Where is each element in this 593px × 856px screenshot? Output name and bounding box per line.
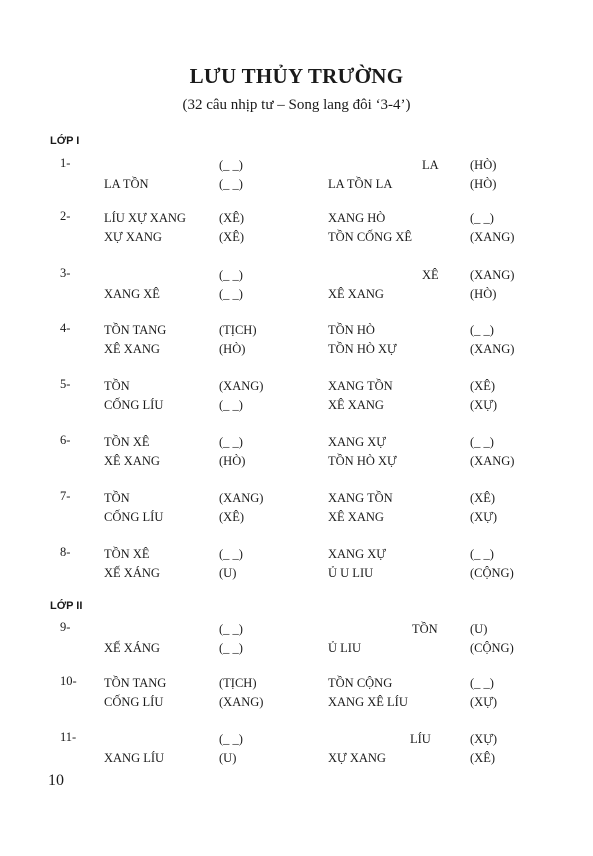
right-phrase-1: XANG HÒ: [328, 211, 386, 225]
right-phrase-2: XÊ XANG: [328, 510, 384, 524]
right-phrase-1: TỒN CỘNG: [328, 676, 393, 690]
left-phrase-2: XẾ XÁNG: [104, 566, 160, 580]
left-paren-1: (_ _): [219, 622, 243, 636]
left-phrase-2: XÊ XANG: [104, 342, 160, 356]
page-title: LƯU THỦY TRƯỜNG: [189, 64, 404, 88]
row-number: 3-: [60, 266, 71, 280]
row-number: 10-: [60, 674, 77, 688]
left-phrase-1: TỒN: [104, 379, 130, 393]
row-number: 2-: [60, 209, 71, 223]
right-paren-2: (XỰ): [470, 510, 498, 524]
right-paren-1: (XANG): [470, 268, 515, 282]
row-number: 1-: [60, 156, 71, 170]
right-paren-1: (XÊ): [470, 379, 495, 393]
left-paren-1: (_ _): [219, 158, 243, 172]
right-paren-1: (XỰ): [470, 732, 498, 746]
left-phrase-2: CỐNG LÍU: [104, 398, 164, 412]
right-phrase-2: XÊ XANG: [328, 398, 384, 412]
left-paren-1: (XANG): [219, 491, 264, 505]
left-paren-2: (_ _): [219, 398, 243, 412]
right-paren-2: (XANG): [470, 342, 515, 356]
left-phrase-2: XẾ XÁNG: [104, 641, 160, 655]
left-paren-1: (XANG): [219, 379, 264, 393]
right-paren-1: (_ _): [470, 211, 494, 225]
right-phrase-2: Ủ U LIU: [328, 566, 374, 580]
right-paren-2: (XANG): [470, 230, 515, 244]
right-phrase-2: XANG XÊ LÍU: [328, 695, 408, 709]
left-phrase-2: XANG XÊ: [104, 287, 160, 301]
right-paren-2: (CỘNG): [470, 641, 514, 655]
right-paren-2: (XÊ): [470, 751, 495, 765]
right-paren-1: (HÒ): [470, 158, 497, 172]
row-number: 8-: [60, 545, 71, 559]
left-paren-2: (XÊ): [219, 230, 244, 244]
right-paren-2: (HÒ): [470, 287, 497, 301]
left-paren-1: (_ _): [219, 435, 243, 449]
right-phrase-2: TỒN HÒ XỰ: [328, 454, 397, 468]
left-phrase-2: XỰ XANG: [104, 230, 162, 244]
left-paren-2: (_ _): [219, 287, 243, 301]
right-phrase-1: TỒN HÒ: [328, 323, 375, 337]
row-number: 5-: [60, 377, 71, 391]
left-paren-2: (HÒ): [219, 342, 246, 356]
right-paren-1: (_ _): [470, 547, 494, 561]
row-number: 7-: [60, 489, 71, 503]
right-phrase-2: XỰ XANG: [328, 751, 386, 765]
left-paren-1: (_ _): [219, 547, 243, 561]
left-paren-2: (XÊ): [219, 510, 244, 524]
left-paren-2: (U): [219, 751, 237, 765]
right-phrase-2: XÊ XANG: [328, 287, 384, 301]
left-phrase-1: TỒN: [104, 491, 130, 505]
right-paren-2: (XỰ): [470, 695, 498, 709]
left-paren-1: (TỊCH): [219, 323, 257, 337]
left-paren-1: (_ _): [219, 268, 243, 282]
section-heading-lop-2: LỚP II: [50, 600, 83, 612]
left-phrase-2: XÊ XANG: [104, 454, 160, 468]
row-number: 11-: [60, 730, 77, 744]
left-phrase-1: LÍU XỰ XANG: [104, 211, 186, 225]
right-phrase-1: LA: [422, 158, 439, 172]
left-phrase-1: TỒN XÊ: [104, 435, 150, 449]
right-phrase-1: XANG XỰ: [328, 547, 386, 561]
right-phrase-1: TỒN: [412, 622, 438, 636]
right-phrase-1: XANG XỰ: [328, 435, 386, 449]
section-heading-lop-1: LỚP I: [50, 135, 80, 147]
left-paren-1: (XÊ): [219, 211, 244, 225]
right-paren-1: (_ _): [470, 323, 494, 337]
right-paren-2: (HÒ): [470, 177, 497, 191]
row-number: 6-: [60, 433, 71, 447]
right-phrase-2: LA TỒN LA: [328, 177, 393, 191]
page-subtitle: (32 câu nhịp tư – Song lang đôi ‘3-4’): [182, 97, 411, 113]
right-paren-2: (XỰ): [470, 398, 498, 412]
right-paren-1: (_ _): [470, 435, 494, 449]
right-phrase-2: TỒN HÒ XỰ: [328, 342, 397, 356]
right-paren-1: (U): [470, 622, 488, 636]
right-phrase-2: TỒN CỐNG XÊ: [328, 230, 413, 244]
left-phrase-1: TỒN XÊ: [104, 547, 150, 561]
left-phrase-1: TỒN TANG: [104, 323, 167, 337]
left-phrase-2: LA TỒN: [104, 177, 149, 191]
right-paren-2: (XANG): [470, 454, 515, 468]
right-paren-2: (CỘNG): [470, 566, 514, 580]
right-phrase-1: XÊ: [422, 268, 439, 282]
row-number: 9-: [60, 620, 71, 634]
row-number: 4-: [60, 321, 71, 335]
right-paren-1: (XÊ): [470, 491, 495, 505]
left-paren-2: (_ _): [219, 641, 243, 655]
right-phrase-1: XANG TỒN: [328, 379, 393, 393]
left-paren-2: (_ _): [219, 177, 243, 191]
left-paren-1: (_ _): [219, 732, 243, 746]
page-number: 10: [48, 772, 64, 789]
left-paren-2: (XANG): [219, 695, 264, 709]
right-paren-1: (_ _): [470, 676, 494, 690]
left-paren-1: (TỊCH): [219, 676, 257, 690]
left-paren-2: (U): [219, 566, 237, 580]
left-phrase-1: TỒN TANG: [104, 676, 167, 690]
right-phrase-1: XANG TỒN: [328, 491, 393, 505]
left-phrase-2: CỐNG LÍU: [104, 695, 164, 709]
left-phrase-2: XANG LÍU: [104, 751, 165, 765]
right-phrase-2: Ủ LIU: [328, 641, 361, 655]
left-paren-2: (HÒ): [219, 454, 246, 468]
right-phrase-1: LÍU: [410, 732, 431, 746]
left-phrase-2: CỐNG LÍU: [104, 510, 164, 524]
